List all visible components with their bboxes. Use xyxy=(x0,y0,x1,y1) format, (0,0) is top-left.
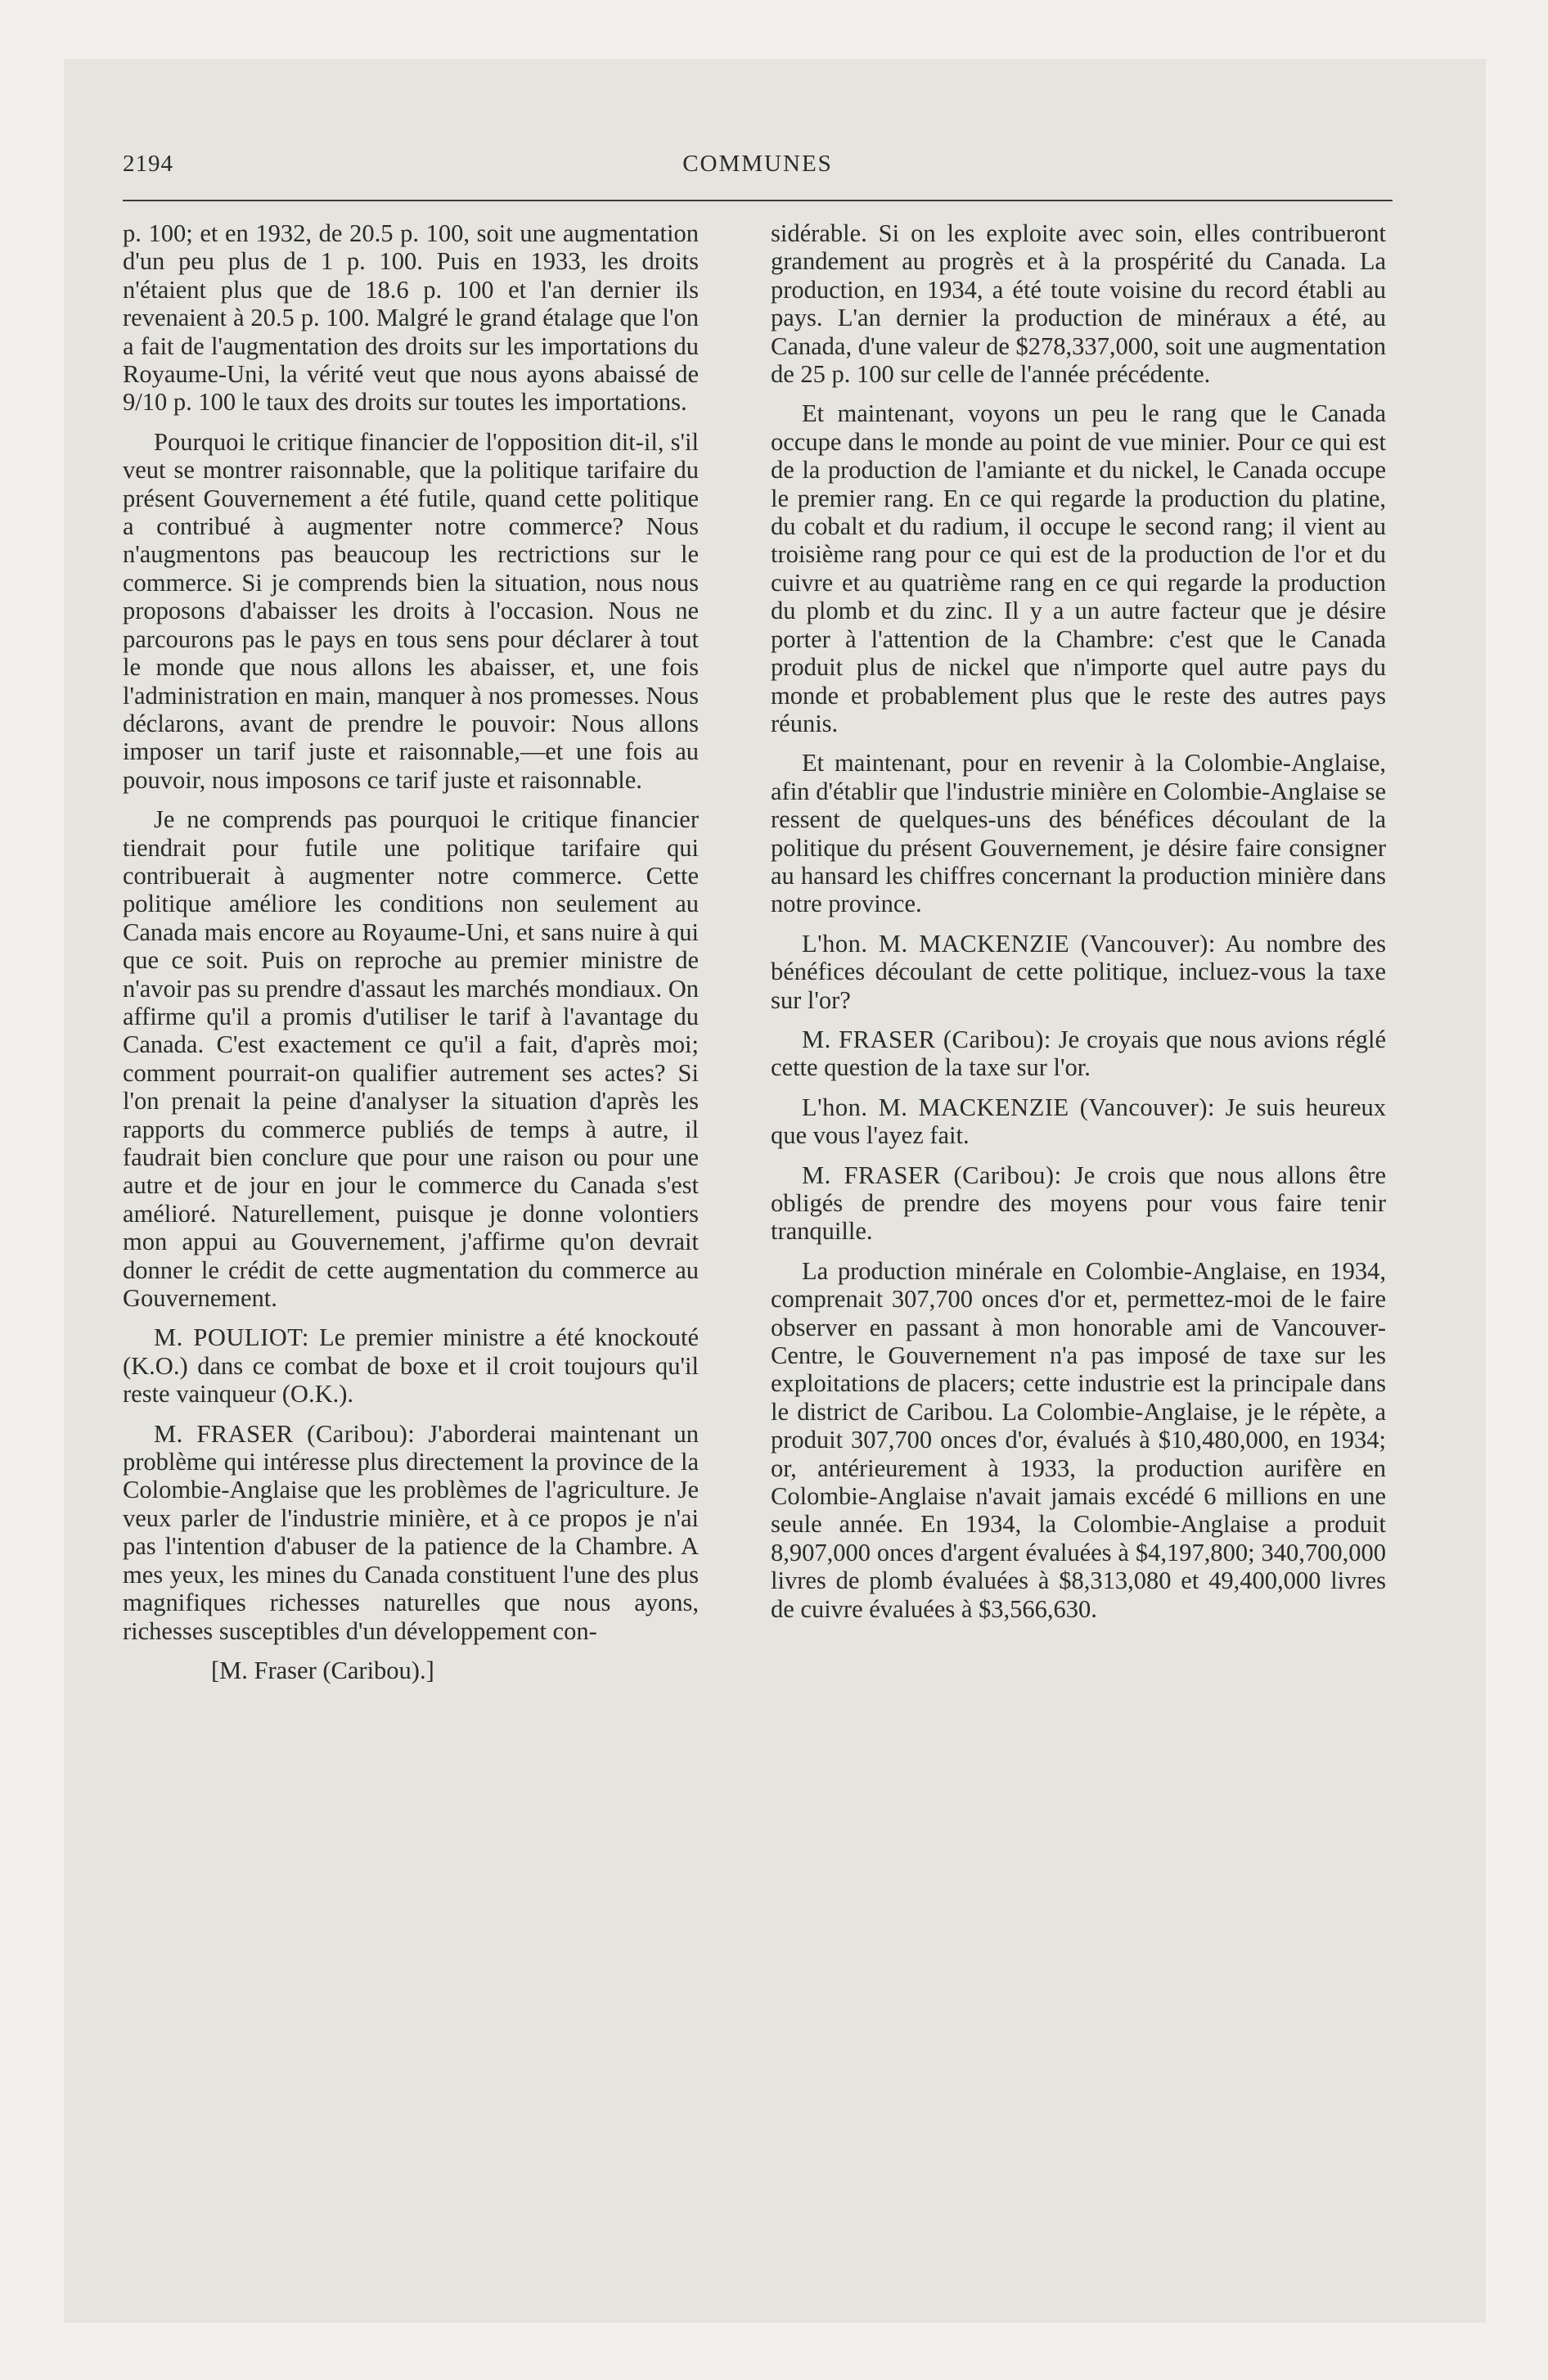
left-column xyxy=(123,219,699,1696)
speech-text: Je crois que nous allons être obligés de prendre des moyens pour vous faire tenir tranquille. xyxy=(771,1161,1387,1246)
speaker-name: L'hon. M. MACKENZIE (Vancouver): xyxy=(802,1093,1215,1121)
speech-text: J'aborderai maintenant un problème qui intéresse plus directement la province de la Colombie-Anglaise que les problèmes de l'agriculture. Je veux parler de l'industrie minière, et à ce propos je n'ai pas l'intention d'abuser de la patience de la Chambre. A mes yeux, les mines du Canada constituent l'une des plus magnifiques richesses naturelles que nous ayons, richesses susceptibles d'un développement con- xyxy=(123,1419,699,1645)
speaker-name: M. FRASER (Caribou): xyxy=(154,1419,416,1448)
speech-paragraph xyxy=(771,1093,1386,1150)
paragraph: La production minérale en Colombie-Anglaise, en 1934, comprenait 307,700 onces d'or et, permettez-moi de le faire observer en passant à mon honorable ami de Vancouver-Centre, le Gouvernement n'a pas imposé de taxe sur les exploitations de placers; cette industrie est la principale dans le district de Caribou. La Colombie-Anglaise, je le répète, a produit 307,700 onces d'or, évalués à $10,480,000, en 1934; or, antérieurement à 1933, la production aurifère en Colombie-Anglaise n'avait jamais excédé 6 millions en une seule année. En 1934, la Colombie-Anglaise a produit 8,907,000 onces d'argent évaluées à $4,197,800; 340,700,000 livres de plomb évaluées à $8,313,080 et 49,400,000 livres de cuivre évaluées à $3,566,630. xyxy=(771,1256,1386,1623)
speaker-name: M. POULIOT: xyxy=(154,1323,309,1352)
speech-text: Le premier ministre a été knockouté (K.O.) dans ce combat de boxe et il croit toujours qu'il reste vainqueur (O.K.). xyxy=(123,1323,699,1409)
speaker-name: M. FRASER (Caribou): xyxy=(802,1161,1062,1189)
page-header xyxy=(123,151,1393,200)
header-rule xyxy=(123,200,1393,201)
running-head: COMMUNES xyxy=(682,151,833,177)
speech-text: Au nombre des bénéfices découlant de cette politique, incluez-vous la taxe sur l'or? xyxy=(771,929,1386,1014)
paragraph: Pourquoi le critique financier de l'opposition dit-il, s'il veut se montrer raisonnable, que la politique tarifaire du présent Gouvernement a été futile, quand cette politique a contribué à augmenter notre commerce? Nous n'augmentons pas beaucoup les rectrictions sur le commerce. Si je comprends bien la situation, nous nous proposons d'abaisser les droits à l'occasion. Nous ne parcourons pas le pays en tous sens pour déclarer à tout le monde que nous allons les abaisser, et, une fois l'administration en main, manquer à nos promesses. Nous déclarons, avant de prendre le pouvoir: Nous allons imposer un tarif juste et raisonnable,—et une fois au pouvoir, nous imposons ce tarif juste et raisonnable. xyxy=(123,427,699,794)
paragraph: sidérable. Si on les exploite avec soin, elles contribueront grandement au progrès et à la prospérité du Canada. La production, en 1934, a été toute voisine du record établi au pays. L'an dernier la production de minéraux a été, au Canada, d'une valeur de $278,337,000, soit une augmentation de 25 p. 100 sur celle de l'année précédente. xyxy=(771,219,1386,389)
speech-text: Je suis heureux que vous l'ayez fait. xyxy=(771,1093,1386,1150)
speaker-name: M. FRASER (Caribou): xyxy=(802,1025,1051,1053)
speaker-signature: [M. Fraser (Caribou).] xyxy=(211,1656,434,1684)
speech-paragraph xyxy=(123,1420,699,1645)
page-number: 2194 xyxy=(123,151,173,177)
speech-text: Je croyais que nous avions réglé cette question de la taxe sur l'or. xyxy=(771,1025,1387,1082)
speaker-name: L'hon. M. MACKENZIE (Vancouver): xyxy=(802,929,1216,958)
right-column xyxy=(771,219,1386,1634)
speech-paragraph xyxy=(771,930,1386,1014)
paragraph: Et maintenant, voyons un peu le rang que le Canada occupe dans le monde au point de vue minier. Pour ce qui est de la production de l'amiante et du nickel, le Canada occupe le premier rang. En ce qui regarde la production du platine, du cobalt et du radium, il occupe le second rang; il vient au troisième rang pour ce qui est de la production de l'or et du cuivre et au quatrième rang en ce qui regarde la production du plomb et du zinc. Il y a un autre facteur que je désire porter à l'attention de la Chambre: c'est que le Canada produit plus de nickel que n'importe quel autre pays du monde et probablement plus que le reste des autres pays réunis. xyxy=(771,399,1386,737)
paragraph: Et maintenant, pour en revenir à la Colombie-Anglaise, afin d'établir que l'industrie minière en Colombie-Anglaise se ressent de quelques-uns des bénéfices découlant de la politique du présent Gouvernement, je désire faire consigner au hansard les chiffres concernant la production minière dans notre province. xyxy=(771,749,1386,918)
speech-paragraph xyxy=(771,1025,1386,1082)
speech-paragraph xyxy=(123,1323,699,1408)
paragraph: Je ne comprends pas pourquoi le critique financier tiendrait pour futile une politique tarifaire qui contribuerait à augmenter notre commerce. Cette politique améliore les conditions non seulement au Canada mais encore au Royaume-Uni, et sans nuire à qui que ce soit. Puis on reproche au premier ministre de n'avoir pas su prendre d'assaut les marchés mondiaux. On affirme qu'il a promis d'utiliser le tarif à l'avantage du Canada. C'est exactement ce qu'il a fait, d'après moi; comment pourrait-on qualifier autrement ses actes? Si l'on prenait la peine d'analyser la situation d'après les rapports du commerce publiés de temps à autre, il faudrait bien conclure que pour une raison ou pour une autre et de jour en jour le commerce du Canada s'est amélioré. Naturellement, puisque je donne volontiers mon appui au Gouvernement, j'affirme qu'on devrait donner le crédit de cette augmentation du commerce au Gouvernement. xyxy=(123,805,699,1313)
paragraph: p. 100; et en 1932, de 20.5 p. 100, soit une augmentation d'un peu plus de 1 p. 100. Puis en 1933, les droits n'étaient plus que de 18.6 p. 100 et l'an dernier ils revenaient à 20.5 p. 100. Malgré le grand étalage que l'on a fait de l'augmentation des droits sur les importations du Royaume-Uni, la vérité veut que nous ayons abaissé de 9/10 p. 100 le taux des droits sur toutes les importations. xyxy=(123,219,699,417)
speech-paragraph xyxy=(771,1161,1386,1246)
